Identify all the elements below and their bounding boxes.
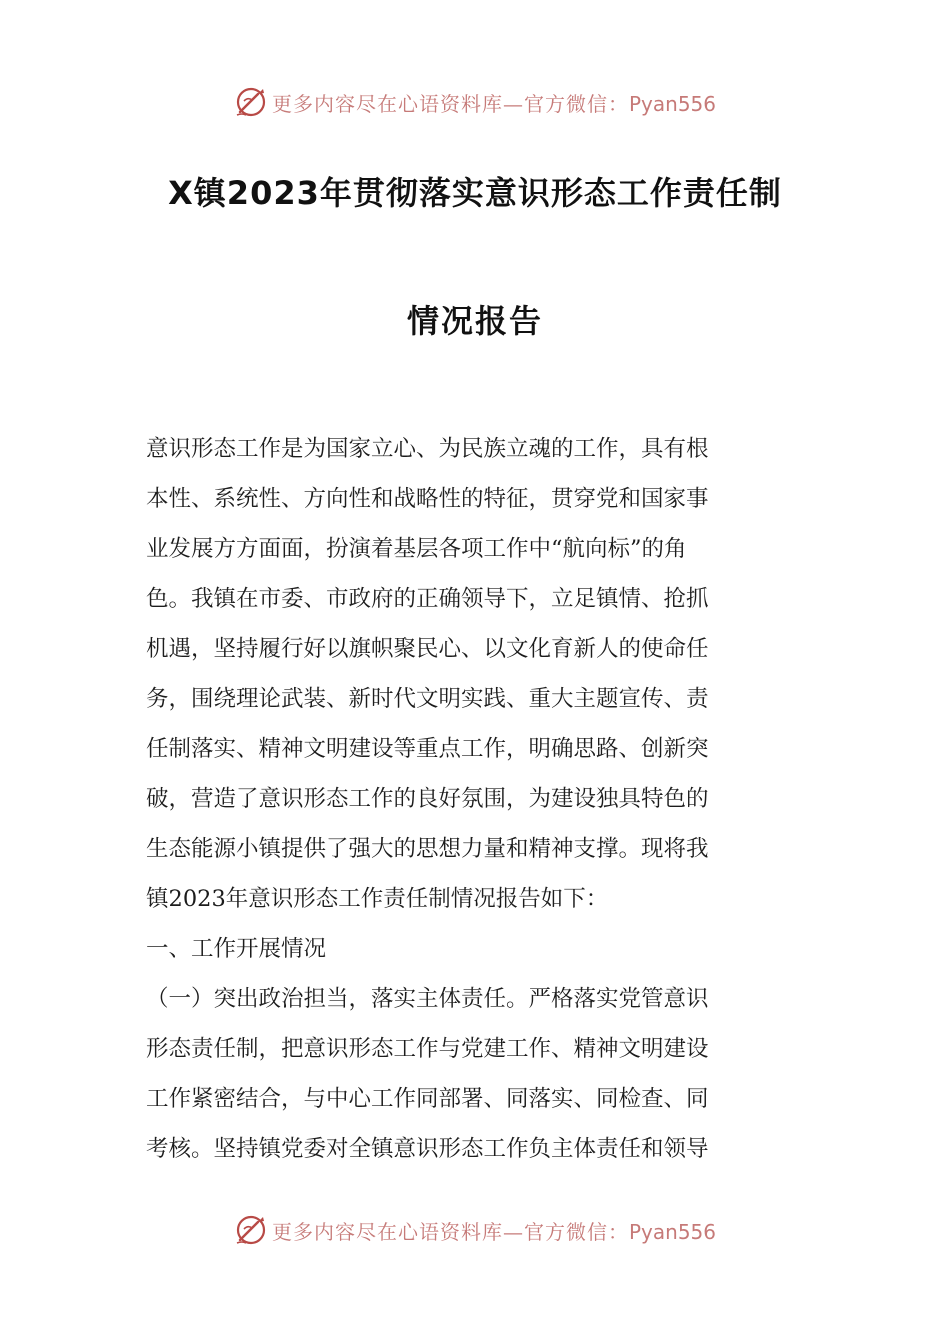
text-line: 本性、系统性、方向性和战略性的特征，贯穿党和国家事 (146, 486, 709, 512)
text-line: （一）突出政治担当，落实主体责任。严格落实党管意识 (146, 986, 709, 1012)
pen-logo-icon (234, 85, 268, 119)
text-line: 业发展方方面面，扮演着基层各项工作中“航向标”的角 (146, 536, 687, 562)
text-line: 色。我镇在市委、市政府的正确领导下，立足镇情、抢抓 (146, 586, 709, 612)
document-body (146, 428, 806, 1178)
header-watermark (0, 82, 950, 122)
text-line: 机遇，坚持履行好以旗帜聚民心、以文化育新人的使命任 (146, 636, 709, 662)
section-heading: 一、工作开展情况 (146, 936, 327, 962)
text-line: 破，营造了意识形态工作的良好氛围，为建设独具特色的 (146, 786, 709, 812)
document-title: X镇2023年贯彻落实意识形态工作责任制 (168, 174, 782, 212)
text-line: 形态责任制，把意识形态工作与党建工作、精神文明建设 (146, 1036, 709, 1062)
text-line: 意识形态工作是为国家立心、为民族立魂的工作，具有根 (146, 436, 709, 462)
document-subtitle: 情况报告 (406, 302, 543, 340)
watermark-text: 更多内容尽在心语资料库—官方微信：Pyan556 (271, 91, 716, 116)
text-line: 生态能源小镇提供了强大的思想力量和精神支撑。现将我 (146, 836, 709, 862)
wechat-id: Pyan556 (628, 91, 716, 116)
watermark-text: 更多内容尽在心语资料库—官方微信：Pyan556 (271, 1219, 716, 1244)
text-line: 镇2023年意识形态工作责任制情况报告如下： (146, 886, 609, 912)
text-line: 工作紧密结合，与中心工作同部署、同落实、同检查、同 (146, 1086, 709, 1112)
text-line: 务，围绕理论武装、新时代文明实践、重大主题宣传、责 (146, 686, 709, 712)
text-line: 任制落实、精神文明建设等重点工作，明确思路、创新突 (146, 736, 709, 762)
footer-watermark (0, 1210, 950, 1250)
text-line: 考核。坚持镇党委对全镇意识形态工作负主体责任和领导 (146, 1136, 709, 1162)
wechat-id: Pyan556 (628, 1219, 716, 1244)
pen-logo-icon (234, 1213, 268, 1247)
